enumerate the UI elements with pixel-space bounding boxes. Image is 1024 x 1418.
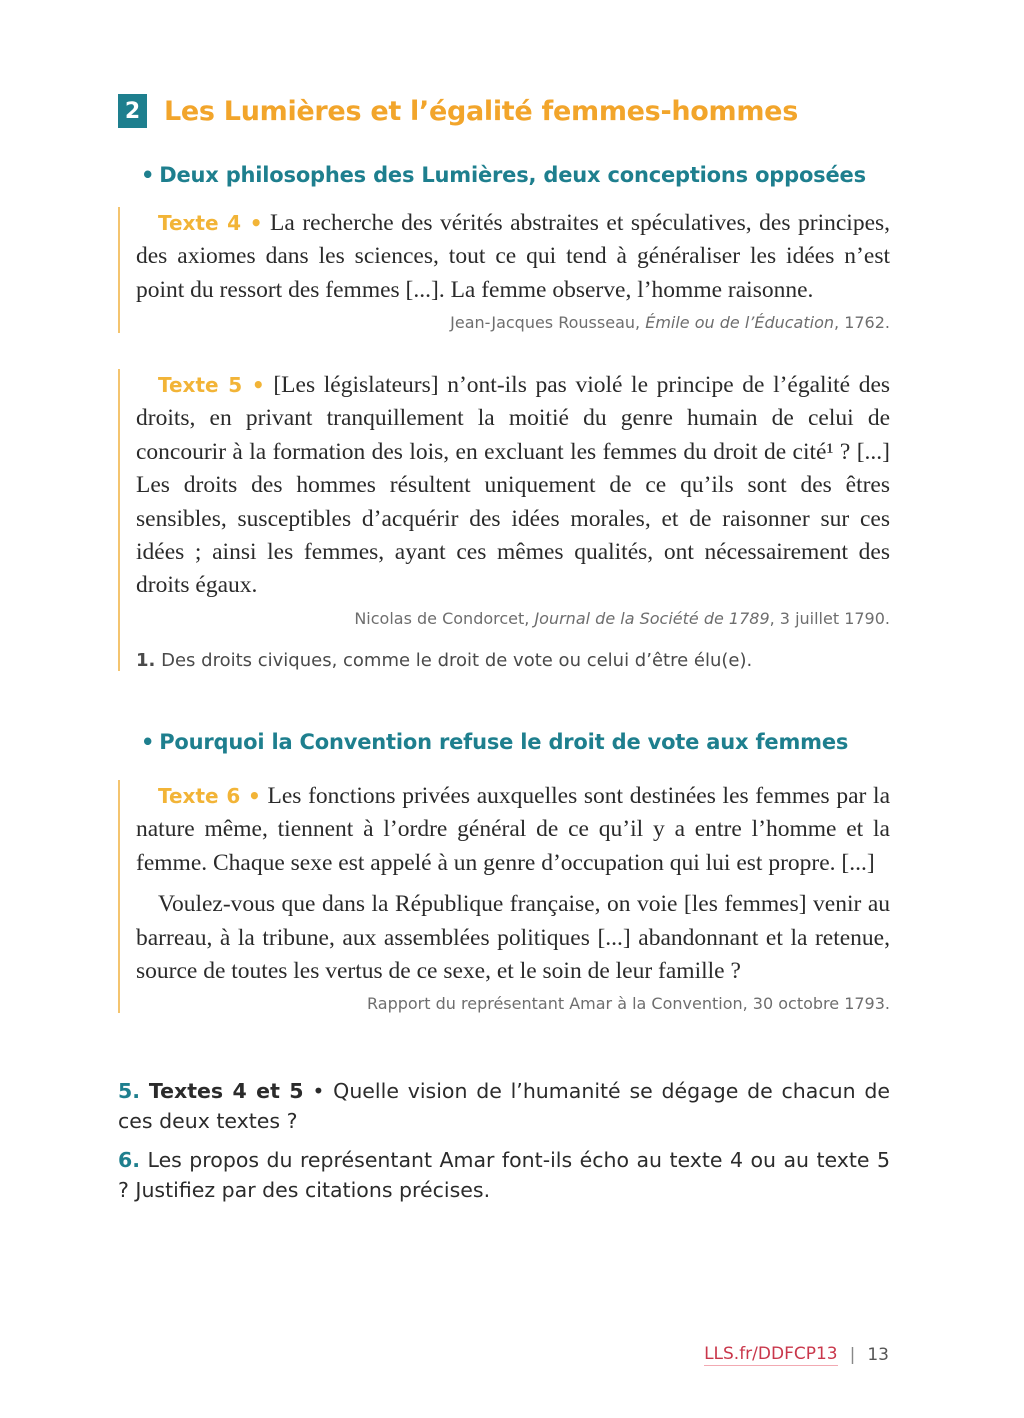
question-text: • Quelle vision de l’humanité se dégage de chacun de ces deux textes ? [118, 1079, 890, 1133]
footer [704, 1344, 889, 1366]
question-number: 6. [118, 1148, 141, 1172]
section-title: Les Lumières et l’égalité femmes-hommes [164, 95, 798, 127]
quote-text: La recherche des vérités abstraites et spéculatives, des principes, des axiomes dans les sciences, tout ce qui tend à généraliser les idées n’est point du ressort des femmes [...]. La femme observe, l’homme raisonne. [136, 210, 891, 303]
question-6 [118, 1145, 890, 1205]
footer-separator: | [849, 1345, 856, 1365]
quote-label: Texte 4 • [158, 211, 263, 235]
bullet-icon: • [141, 730, 155, 754]
subheading-philosophes [141, 163, 866, 187]
quote-source [136, 609, 890, 628]
section-number-badge: 2 [118, 94, 147, 128]
quote-source [136, 313, 890, 332]
quote-body [136, 780, 890, 880]
question-5 [118, 1076, 890, 1136]
source-work: Journal de la Société de 1789 [534, 608, 770, 628]
quote-body-2: Voulez-vous que dans la République française, on voie [les femmes] venir au barreau, à la tribune, aux assemblées politiques [...] abandonnant et la retenue, source de toutes les vertus de ce sexe, et le soin de leur famille ? [136, 891, 890, 985]
footer-link[interactable]: LLS.fr/DDFCP13 [704, 1344, 838, 1364]
source-author: Jean-Jacques Rousseau, [450, 313, 641, 333]
quote-label: Texte 6 • [158, 784, 261, 808]
source-author: Nicolas de Condorcet, [354, 608, 530, 628]
quote-texte-5 [118, 369, 890, 671]
quote-texte-4 [118, 207, 890, 333]
quote-text: [Les législateurs] n’ont-ils pas violé le principe de l’égalité des droits, en privant tranquillement la moitié du genre humain de celui de concourir à la formation des lois, en excluant les femmes du droit de cité¹ ? [...] Les droits des hommes résultent uniquement de ce qu’ils sont des êtres sensibles, susceptibles d’acquérir des idées morales, et de raisonner sur ces idées ; ainsi les femmes, ayant ces mêmes qualités, ont nécessairement des droits égaux. [136, 372, 891, 599]
quote-texte-6 [118, 780, 890, 1013]
quote-body [136, 369, 890, 603]
footnote-text: Des droits civiques, comme le droit de vote ou celui d’être élu(e). [161, 649, 753, 671]
quote-label: Texte 5 • [158, 373, 265, 397]
subheading-convention [141, 730, 848, 754]
subheading-text: Pourquoi la Convention refuse le droit de vote aux femmes [159, 730, 849, 754]
question-bold: Textes 4 et 5 [148, 1079, 304, 1103]
source-date: , 1762. [834, 313, 890, 333]
source-work: Émile ou de l’Éducation [645, 313, 835, 333]
source-date: , 3 juillet 1790. [769, 608, 890, 628]
questions [118, 1076, 890, 1214]
quote-body [136, 207, 890, 307]
bullet-icon: • [141, 163, 155, 187]
quote-text: Les fonctions privées auxquelles sont destinées les femmes par la nature même, tiennent à l’ordre général de ce qu’il y a entre l’homme et la femme. Chaque sexe est appelé à un genre d’occupation qui lui est propre. [...] [136, 783, 891, 876]
subheading-text: Deux philosophes des Lumières, deux conceptions opposées [159, 163, 866, 187]
page-number: 13 [867, 1345, 889, 1365]
footnote-number: 1. [136, 649, 156, 671]
question-number: 5. [118, 1079, 141, 1103]
question-text: Les propos du représentant Amar font-ils écho au texte 4 ou au texte 5 ? Justifiez par des citations précises. [118, 1148, 890, 1202]
footnote [136, 650, 890, 671]
quote-source: Rapport du représentant Amar à la Convention, 30 octobre 1793. [367, 994, 890, 1014]
section-heading [118, 94, 798, 128]
